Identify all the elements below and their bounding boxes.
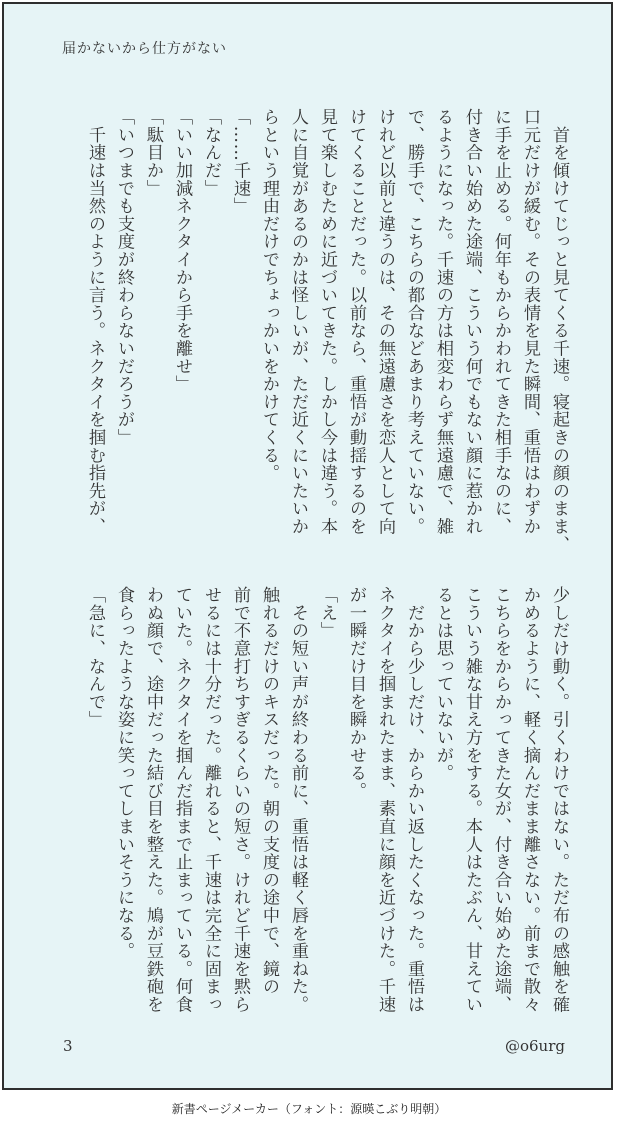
text-column: 首を傾けてじっと見てくる千速。寝起きの顔のまま、	[549, 108, 569, 553]
text-column: かめるように、軽く摘んだまま離さない。前まで散々	[520, 586, 540, 1014]
generator-credit: 新書ページメーカー（フォント：源暎こぶり明朝）	[171, 1102, 447, 1116]
page-number: 3	[63, 1037, 73, 1055]
text-column: 「え」	[317, 586, 337, 640]
text-column: 口元だけが緩む。その表情を見た瞬間、重悟はわずか	[520, 108, 540, 536]
page-title: 届かないから仕方がない	[62, 41, 227, 57]
text-column: 付き合い始めた途端、こういう何でもない顔に惹かれ	[462, 108, 482, 536]
text-column: 見て楽しむために近づいてきた。しかし今は違う。本	[317, 108, 337, 536]
text-column: 「……千速」	[230, 108, 250, 215]
text-column: 「駄目か」	[143, 108, 163, 197]
text-column: だから少しだけ、からかい返したくなった。重悟は	[404, 586, 424, 1014]
text-column: 「いつまでも支度が終わらないだろうが」	[114, 108, 134, 447]
text-column: 千速は当然のように言う。ネクタイを掴む指先が、	[85, 108, 105, 536]
book-page	[2, 2, 613, 1090]
text-column: けてくることだった。以前なら、重悟が動揺するのを	[346, 108, 366, 536]
text-column: 前で不意打ちすぎるくらいの短さ。けれど千速を黙ら	[230, 586, 250, 1014]
lower-text-block	[84, 586, 570, 1014]
text-column: で、勝手で、こちらの都合などあまり考えていない。	[404, 108, 424, 536]
text-column: るとは思っていないが。	[433, 586, 453, 782]
text-column: わぬ顔で、途中だった結び目を整えた。鳩が豆鉄砲を	[143, 586, 163, 1014]
text-column: ていた。ネクタイを掴んだ指まで止まっている。何食	[172, 586, 192, 1014]
text-column: その短い声が終わる前に、重悟は軽く唇を重ねた。	[288, 586, 308, 1014]
text-column: るようになった。千速の方は相変わらず無遠慮で、雑	[433, 108, 453, 536]
text-column: 少しだけ動く。引くわけではない。ただ布の感触を確	[549, 586, 569, 1014]
text-column: 「いい加減ネクタイから手を離せ」	[172, 108, 192, 393]
text-column: せるには十分だった。離れると、千速は完全に固まっ	[201, 586, 221, 1014]
text-column: こちらをからかってきた女が、付き合い始めた途端、	[491, 586, 511, 1014]
author-handle: @o6urg	[504, 1037, 565, 1055]
upper-text-block	[84, 108, 570, 553]
text-column: 触れるだけのキスだった。朝の支度の途中で、鏡の	[259, 586, 279, 996]
text-column: らという理由だけでちょっかいをかけてくる。	[259, 108, 279, 482]
text-column: こういう雑な甘え方をする。本人はたぶん、甘えてい	[462, 586, 482, 1014]
text-column: 食らったような姿に笑ってしまいそうになる。	[114, 586, 134, 960]
text-column: ネクタイを掴まれたまま、素直に顔を近づけた。千速	[375, 586, 395, 1014]
text-column: が一瞬だけ目を瞬かせる。	[346, 586, 366, 800]
text-column: に手を止める。何年もからかわれてきた相手なのに、	[491, 108, 511, 536]
text-column: けれど以前と違うのは、その無遠慮さを恋人として向	[375, 108, 395, 536]
text-column: 「急に、なんで」	[85, 586, 105, 729]
text-column: 人に自覚があるのかは怪しいが、ただ近くにいたいか	[288, 108, 308, 536]
text-column: 「なんだ」	[201, 108, 221, 197]
